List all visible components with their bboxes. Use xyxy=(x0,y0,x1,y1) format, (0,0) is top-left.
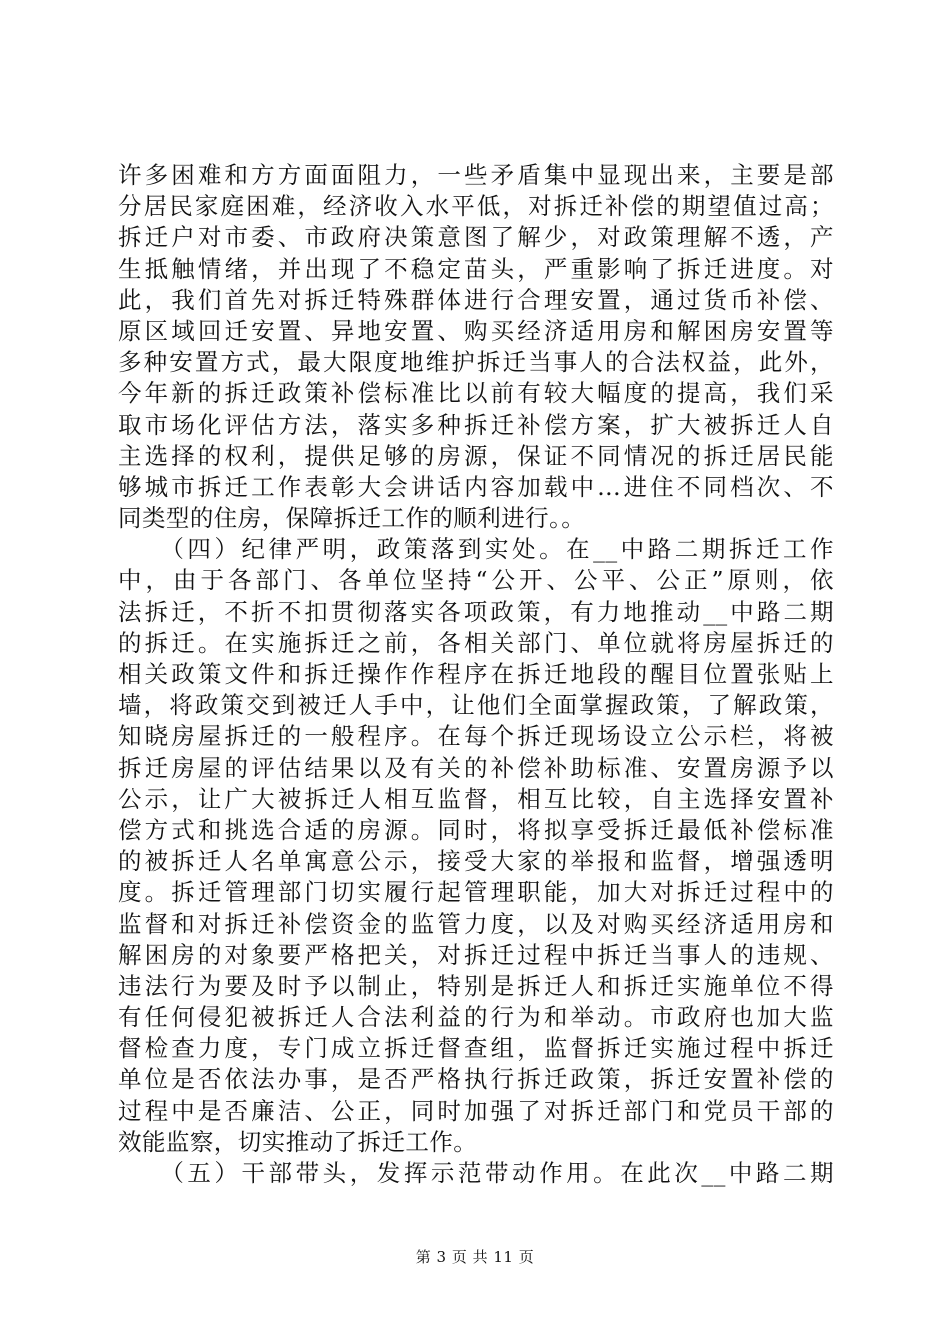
text-line: 法拆迁，不折不扣贯彻落实各项政策，有力地推动__中路二期 xyxy=(118,597,834,626)
text-line: 原区域回迁安置、异地安置、购买经济适用房和解困房安置等 xyxy=(118,316,834,345)
text-line: 监督和对拆迁补偿资金的监管力度，以及对购买经济适用房和 xyxy=(118,909,834,938)
text-line: （四）纪律严明，政策落到实处。在__中路二期拆迁工作 xyxy=(118,535,834,564)
text-line: 督检查力度，专门成立拆迁督查组，监督拆迁实施过程中拆迁 xyxy=(118,1034,834,1063)
text-line: 的被拆迁人名单寓意公示，接受大家的举报和监督，增强透明 xyxy=(118,847,834,876)
text-line: 拆迁房屋的评估结果以及有关的补偿补助标准、安置房源予以 xyxy=(118,753,834,782)
text-line: 取市场化评估方法，落实多种拆迁补偿方案，扩大被拆迁人自 xyxy=(118,410,834,439)
text-line: 墙，将政策交到被迁人手中，让他们全面掌握政策，了解政策， xyxy=(118,691,834,720)
body-text xyxy=(118,160,834,1189)
text-line: 的拆迁。在实施拆迁之前，各相关部门、单位就将房屋拆迁的 xyxy=(118,628,834,657)
text-line: 违法行为要及时予以制止，特别是拆迁人和拆迁实施单位不得 xyxy=(118,971,834,1000)
text-line: 偿方式和挑选合适的房源。同时，将拟享受拆迁最低补偿标准 xyxy=(118,815,834,844)
text-line: 知晓房屋拆迁的一般程序。在每个拆迁现场设立公示栏，将被 xyxy=(118,722,834,751)
text-line: 分居民家庭困难，经济收入水平低，对拆迁补偿的期望值过高； xyxy=(118,192,834,221)
text-line: （五）干部带头，发挥示范带动作用。在此次__中路二期 xyxy=(118,1159,834,1187)
text-line: 相关政策文件和拆迁操作作程序在拆迁地段的醒目位置张贴上 xyxy=(118,660,834,688)
text-line: 够城市拆迁工作表彰大会讲话内容加载中...进住不同档次、不 xyxy=(118,472,834,501)
text-line: 公示，让广大被拆迁人相互监督，相互比较，自主选择安置补 xyxy=(118,784,834,813)
text-line: 同类型的住房，保障拆迁工作的顺利进行。。 xyxy=(118,504,586,533)
text-line: 许多困难和方方面面阻力，一些矛盾集中显现出来，主要是部 xyxy=(118,161,834,189)
text-line: 拆迁户对市委、市政府决策意图了解少，对政策理解不透，产 xyxy=(118,223,834,252)
text-line: 生抵触情绪，并出现了不稳定苗头，严重影响了拆迁进度。对 xyxy=(118,254,834,283)
text-line: 主选择的权利，提供足够的房源，保证不同情况的拆迁居民能 xyxy=(118,441,834,470)
text-line: 此，我们首先对拆迁特殊群体进行合理安置，通过货币补偿、 xyxy=(118,285,834,314)
text-line: 效能监察，切实推动了拆迁工作。 xyxy=(118,1127,478,1156)
text-line: 有任何侵犯被拆迁人合法利益的行为和举动。市政府也加大监 xyxy=(118,1003,834,1032)
text-line: 度。拆迁管理部门切实履行起管理职能，加大对拆迁过程中的 xyxy=(118,878,834,907)
text-line: 单位是否依法办事，是否严格执行拆迁政策，拆迁安置补偿的 xyxy=(118,1065,834,1094)
text-line: 过程中是否廉洁、公正，同时加强了对拆迁部门和党员干部的 xyxy=(118,1096,834,1125)
text-line: 解困房的对象要严格把关，对拆迁过程中拆迁当事人的违规、 xyxy=(118,940,834,969)
page-footer xyxy=(0,1246,950,1267)
text-line: 多种安置方式，最大限度地维护拆迁当事人的合法权益，此外， xyxy=(118,348,834,377)
text-line: 中，由于各部门、各单位坚持“公开、公平、公正”原则，依 xyxy=(118,566,834,595)
text-line: 今年新的拆迁政策补偿标准比以前有较大幅度的提高，我们采 xyxy=(118,379,834,408)
page-number: 第 3 页 共 11 页 xyxy=(415,1248,535,1266)
